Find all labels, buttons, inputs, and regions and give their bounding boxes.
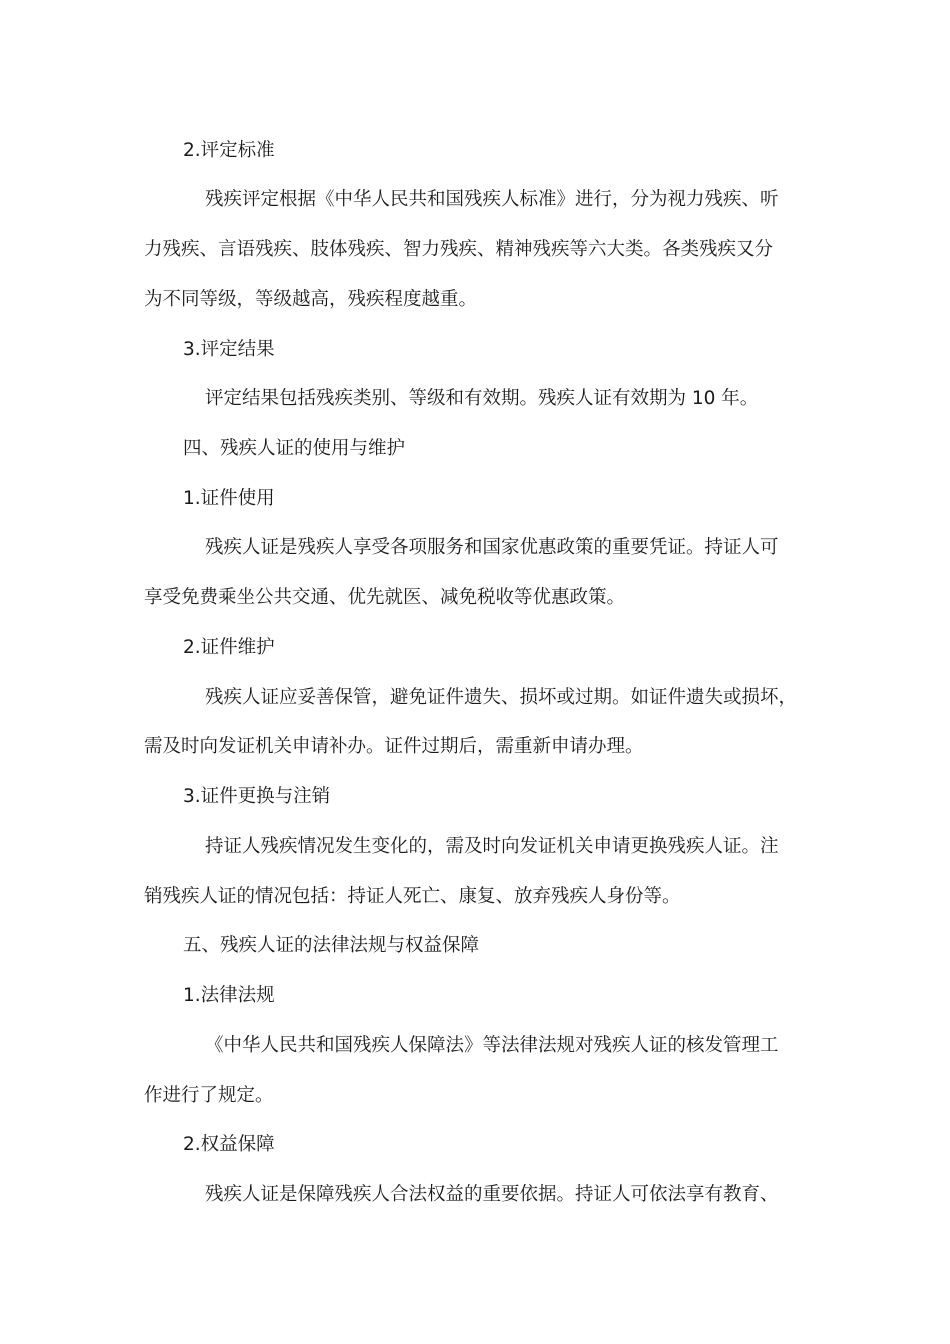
paragraph-line: 残疾评定根据《中华人民共和国残疾人标准》进行，分为视力残疾、听 [205, 189, 779, 210]
chapter-heading: 四、残疾人证的使用与维护 [183, 438, 406, 459]
chapter-heading: 五、残疾人证的法律法规与权益保障 [183, 935, 480, 956]
paragraph-line: 评定结果包括残疾类别、等级和有效期。残疾人证有效期为 10 年。 [205, 388, 759, 409]
paragraph-line: 残疾人证是残疾人享受各项服务和国家优惠政策的重要凭证。持证人可 [205, 537, 779, 558]
paragraph-line: 作进行了规定。 [144, 1085, 274, 1106]
paragraph-line: 《中华人民共和国残疾人保障法》等法律法规对残疾人证的核发管理工 [205, 1035, 779, 1056]
paragraph-line: 为不同等级，等级越高，残疾程度越重。 [144, 289, 478, 310]
paragraph-line: 残疾人证应妥善保管，避免证件遗失、损坏或过期。如证件遗失或损坏， [205, 687, 798, 708]
section-heading: 3.评定结果 [183, 339, 275, 360]
section-heading: 3.证件更换与注销 [183, 786, 331, 807]
paragraph-line: 力残疾、言语残疾、肢体残疾、智力残疾、精神残疾等六大类。各类残疾又分 [144, 239, 774, 260]
section-heading: 1.法律法规 [183, 985, 275, 1006]
section-heading: 1.证件使用 [183, 488, 275, 509]
section-heading: 2.证件维护 [183, 637, 275, 658]
section-heading: 2.权益保障 [183, 1134, 275, 1155]
section-heading: 2.评定标准 [183, 140, 275, 161]
paragraph-line: 持证人残疾情况发生变化的，需及时向发证机关申请更换残疾人证。注 [205, 836, 779, 857]
paragraph-line: 需及时向发证机关申请补办。证件过期后，需重新申请办理。 [144, 736, 644, 757]
paragraph-line: 销残疾人证的情况包括：持证人死亡、康复、放弃残疾人身份等。 [144, 886, 681, 907]
paragraph-line: 享受免费乘坐公共交通、优先就医、减免税收等优惠政策。 [144, 587, 626, 608]
paragraph-line: 残疾人证是保障残疾人合法权益的重要依据。持证人可依法享有教育、 [205, 1184, 779, 1205]
